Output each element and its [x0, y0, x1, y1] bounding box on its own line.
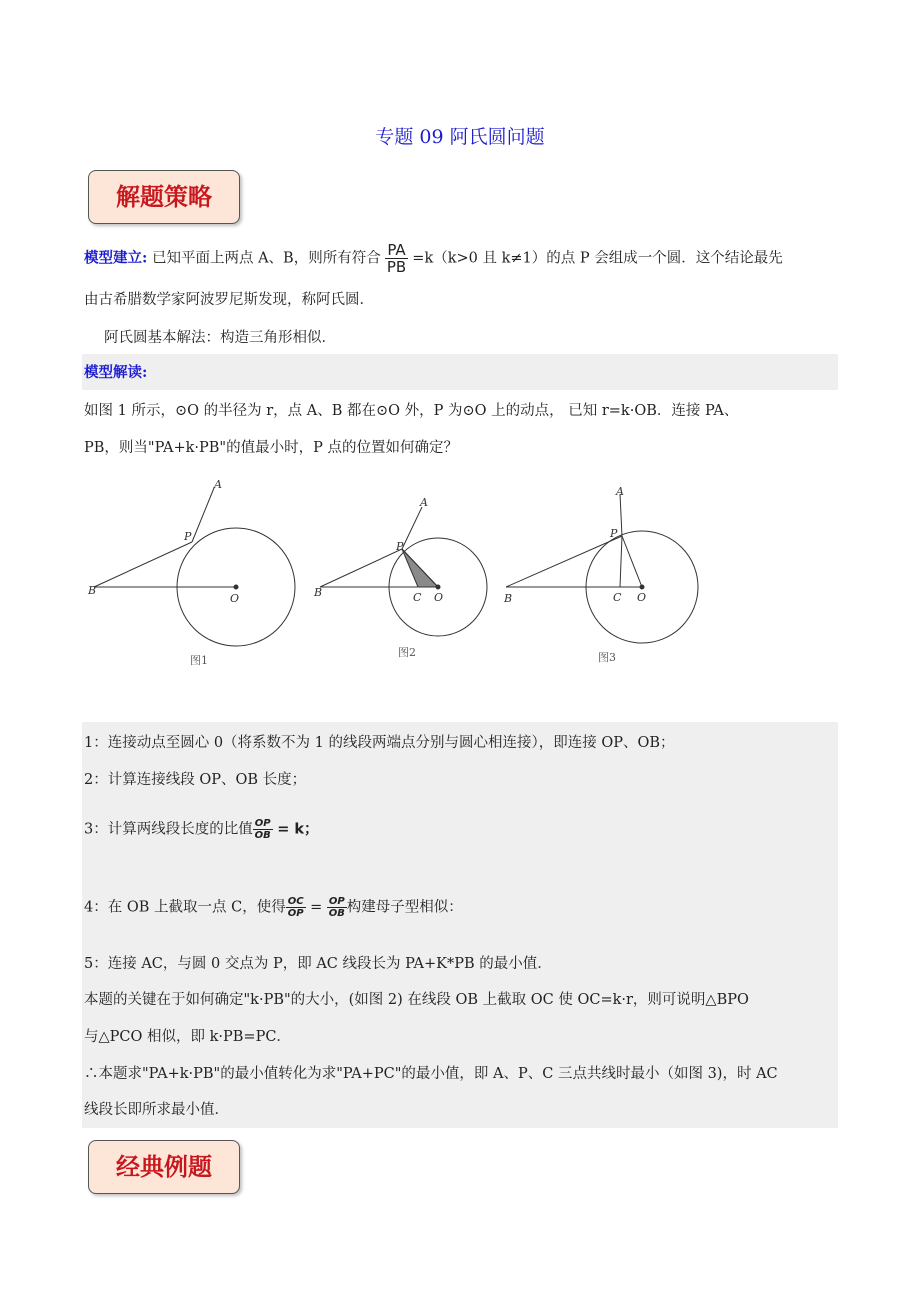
fig3-label-A: A	[616, 485, 624, 498]
fraction-denominator: PB	[386, 258, 407, 276]
model-build-line-2: 由古希腊数学家阿波罗尼斯发现，称阿氏圆．	[84, 292, 374, 308]
fig2-label-A: A	[420, 496, 428, 509]
step-4	[84, 896, 463, 919]
key-paragraph-line-3: ∴本题求"PA+k·PB"的最小值转化为求"PA+PC"的最小值，即 A、P、C 三点共线时最小（如图 3)，时 AC	[84, 1066, 778, 1082]
fig2-line-PA	[402, 507, 422, 549]
step-1: 1：连接动点至圆心 0（将系数不为 1 的线段两端点分别与圆心相连接），即连接 OP、OB；	[84, 735, 675, 751]
page-title: 专题 09 阿氏圆问题	[375, 126, 545, 148]
step-3	[84, 818, 319, 841]
fraction-numerator: PA	[387, 241, 406, 259]
fig3-line-PC	[620, 536, 622, 587]
step-4-text-b: 构建母子型相似：	[346, 899, 463, 916]
fig3-line-PO	[622, 536, 642, 587]
fig1-label-B: B	[88, 584, 97, 597]
key-paragraph-line-1: 本题的关键在于如何确定"k·PB"的大小，(如图 2) 在线段 OB 上截取 OC 使 OC=k·r，则可说明△BPO	[84, 992, 749, 1008]
fig1-center-dot	[234, 585, 238, 589]
pa-pb-fraction	[385, 242, 407, 275]
section-header-examples-label: 经典例题	[116, 1152, 212, 1181]
fig3-label-B: B	[504, 592, 513, 605]
model-build-text-a: 已知平面上两点 A、B，则所有符合	[151, 250, 381, 267]
fig3-label-C: C	[613, 591, 622, 604]
fig2-label-P: P	[396, 540, 404, 553]
fig1-label-P: P	[184, 530, 192, 543]
step-3-text-b: = k；	[277, 821, 319, 838]
fraction-numerator: OP	[328, 896, 345, 907]
fig2-center-dot	[436, 585, 440, 589]
model-build-label: 模型建立:	[84, 249, 148, 267]
fig1-caption: 图1	[190, 654, 208, 667]
key-paragraph-line-4: 线段长即所求最小值．	[84, 1102, 229, 1118]
section-header-strategy-label: 解题策略	[116, 182, 212, 211]
fig2-label-C: C	[413, 591, 422, 604]
fig3-label-P: P	[610, 527, 618, 540]
op-ob-fraction	[253, 818, 273, 841]
fig3-line-PA	[620, 494, 622, 536]
step-4-text-a: 4：在 OB 上截取一点 C，使得	[84, 899, 286, 916]
step-5: 5：连接 AC，与圆 0 交点为 P，即 AC 线段长为 PA+K*PB 的最小值．	[84, 956, 552, 972]
step-3-text-a: 3：计算两线段长度的比值	[84, 821, 253, 838]
model-read-paragraph-2: PB，则当"PA+k·PB"的值最小时，P 点的位置如何确定？	[84, 440, 458, 456]
fig2-label-O: O	[434, 591, 444, 604]
fig3-center-dot	[640, 585, 644, 589]
op-ob-fraction-2	[327, 896, 347, 919]
fig3-line-BP	[506, 536, 622, 587]
fig1-label-A: A	[214, 478, 222, 491]
section-header-examples	[88, 1140, 240, 1194]
oc-op-fraction	[286, 896, 306, 919]
figure-1	[94, 488, 295, 646]
model-build-text-b: =k（k>0 且 k≠1）的点 P 会组成一个圆．这个结论最先	[412, 250, 783, 267]
fraction-numerator: OP	[254, 818, 271, 829]
figure-3	[506, 494, 698, 643]
fig3-caption: 图3	[598, 651, 616, 664]
fraction-denominator: OB	[328, 908, 345, 919]
fraction-denominator: OP	[287, 908, 304, 919]
fraction-denominator: OB	[254, 830, 271, 841]
section-header-strategy	[88, 170, 240, 224]
step-2: 2：计算连接线段 OP、OB 长度；	[84, 772, 307, 788]
model-read-label: 模型解读:	[84, 364, 148, 381]
figure-2	[320, 507, 487, 636]
model-read-paragraph-1: 如图 1 所示，⊙O 的半径为 r，点 A、B 都在⊙O 外，P 为⊙O 上的动点， 已知 r=k·OB．连接 PA、	[84, 403, 739, 419]
model-build-line	[84, 242, 783, 275]
fig2-label-B: B	[314, 586, 323, 599]
fig3-label-O: O	[637, 591, 647, 604]
key-paragraph-line-2: 与△PCO 相似，即 k·PB=PC．	[84, 1029, 291, 1045]
model-build-line-3: 阿氏圆基本解法：构造三角形相似．	[104, 330, 336, 346]
step-4-equals: =	[310, 899, 323, 916]
fig1-label-O: O	[230, 592, 240, 605]
geometry-figures	[80, 470, 720, 680]
model-read-band	[82, 354, 838, 390]
fig2-caption: 图2	[398, 646, 416, 659]
fraction-numerator: OC	[287, 896, 304, 907]
